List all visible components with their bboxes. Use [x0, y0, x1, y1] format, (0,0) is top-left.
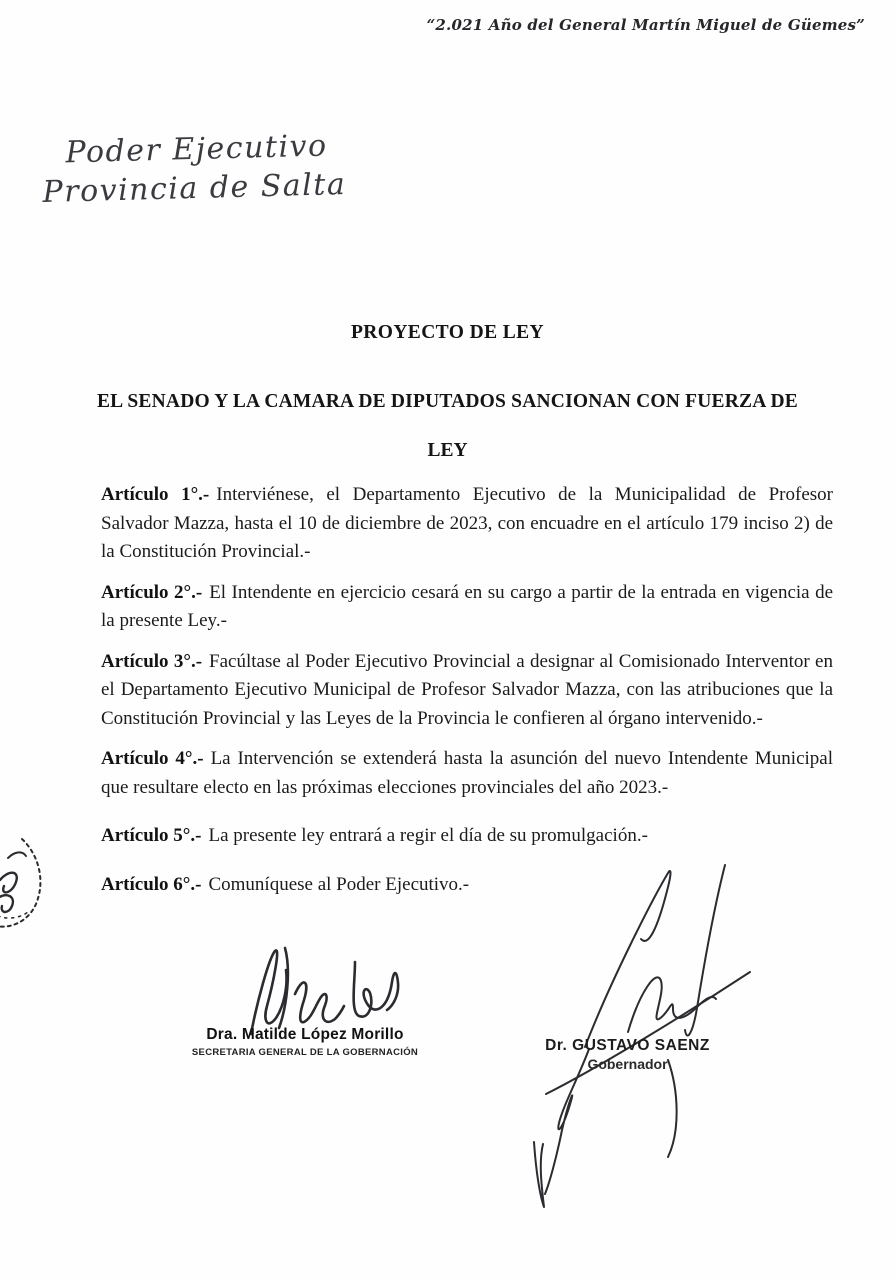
- article-1-label: Artículo 1°.-: [101, 484, 210, 505]
- letterhead-line1: Poder Ejecutivo: [65, 128, 329, 171]
- article-4-text: La Intervención se extenderá hasta la asunción del nuevo Intendente Municipal que resultare electo en las próximas elecciones provinciales del año 2023.-: [101, 748, 834, 798]
- enactment-line1: EL SENADO Y LA CAMARA DE DIPUTADOS SANCIONAN CON FUERZA DE: [96, 391, 799, 412]
- article-6-text: Comuníquese al Poder Ejecutivo.-: [208, 873, 470, 895]
- letterhead: [41, 128, 347, 210]
- article-6-label: Artículo 6°.-: [101, 873, 202, 895]
- article-2: [101, 579, 833, 636]
- signature-right-title: Gobernador: [587, 1056, 668, 1072]
- article-5-text: La presente ley entrará a regir el día de su promulgación.-: [208, 825, 648, 846]
- article-1-text: Interviénese, el Departamento Ejecutivo de la Municipalidad de Profesor Salvador Mazza, hasta el 10 de diciembre de 2023, con encuadre en el artículo 179 inciso 2) de la Constitución Provincial.-: [101, 484, 833, 562]
- article-1: [101, 481, 833, 567]
- article-4-label: Artículo 4°.-: [101, 748, 204, 769]
- year-quote: “2.021 Año del General Martín Miguel de Güemes”: [426, 16, 865, 34]
- article-5: [101, 822, 833, 851]
- article-2-label: Artículo 2°.-: [101, 581, 203, 603]
- signature-gobernador: [500, 860, 800, 1210]
- article-2-text: El Intendente en ejercicio cesará en su cargo a partir de la entrada en vigencia de la presente Ley.-: [101, 581, 833, 631]
- article-4: [101, 745, 833, 802]
- signature-right-name: Dr. GUSTAVO SAENZ: [545, 1037, 710, 1054]
- signature-left-title: SECRETARIA GENERAL DE LA GOBERNACIÓN: [191, 1047, 419, 1058]
- ink-stamp-icon: [0, 836, 50, 931]
- letterhead-line2: Provincia de Salta: [42, 167, 347, 210]
- articles-section: [101, 481, 833, 911]
- article-3-text: Facúltase al Poder Ejecutivo Provincial a designar al Comisionado Interventor en el Departamento Ejecutivo Municipal de Profesor Salvador Mazza, con las atribuciones que la Constitución Provincial y las Leyes de la Provincia le confieren al órgano intervenido.-: [101, 650, 833, 729]
- article-3-label: Artículo 3°.-: [101, 650, 203, 672]
- signature-left-name: Dra. Matilde López Morillo: [206, 1026, 404, 1043]
- article-5-label: Artículo 5°.-: [101, 825, 202, 846]
- document-title: PROYECTO DE LEY: [350, 322, 545, 343]
- article-3: [101, 648, 833, 734]
- enactment-line2: LEY: [427, 440, 468, 461]
